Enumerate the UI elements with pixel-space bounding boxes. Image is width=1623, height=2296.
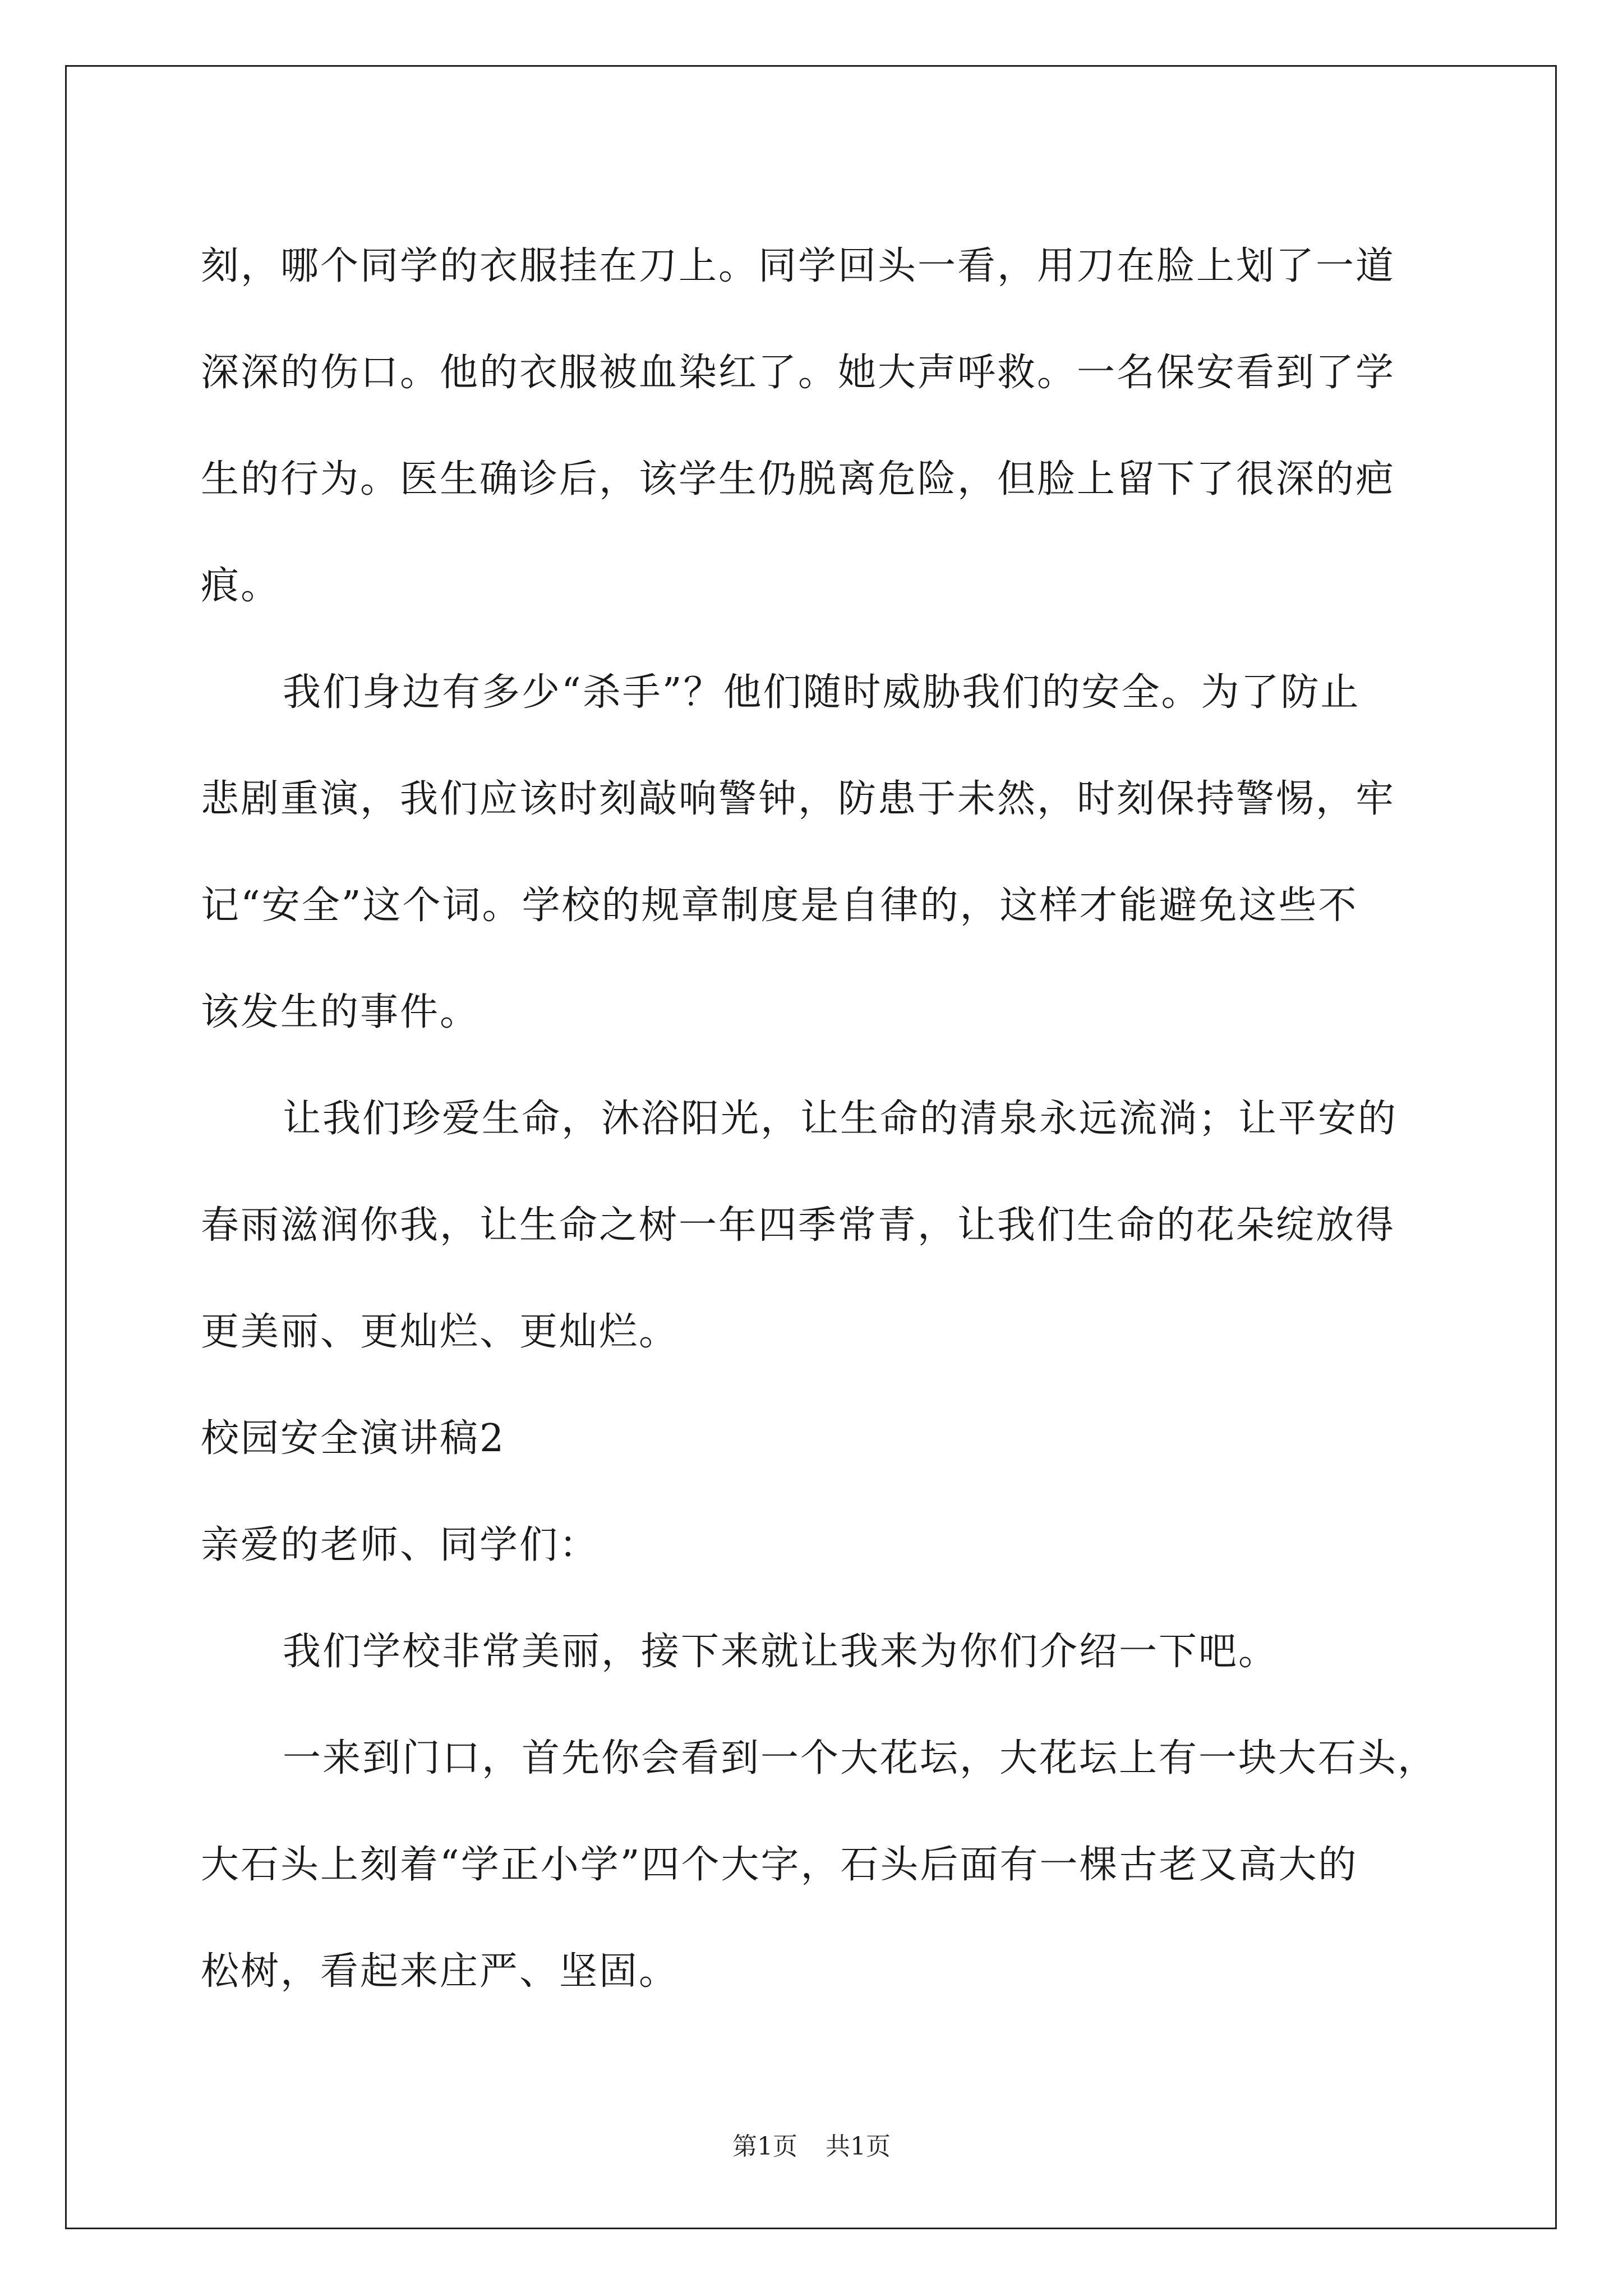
text-line: 生的行为。医生确诊后，该学生仍脱离危险，但脸上留下了很深的疤	[201, 457, 1396, 501]
page-footer	[0, 2126, 1623, 2162]
paragraph-start-line: 我们身边有多少“杀手”？他们随时威胁我们的安全。为了防止	[283, 670, 1361, 715]
text-line: 春雨滋润你我，让生命之树一年四季常青，让我们生命的花朵绽放得	[201, 1203, 1396, 1248]
text-line: 深深的伤口。他的衣服被血染红了。她大声呼救。一名保安看到了学	[201, 351, 1396, 395]
salutation-line: 亲爱的老师、同学们：	[201, 1523, 600, 1567]
text-line: 刻，哪个同学的衣服挂在刀上。同学回头一看，用刀在脸上划了一道	[201, 244, 1396, 288]
text-line: 松树，看起来庄严、坚固。	[201, 1949, 679, 1994]
paragraph-start-line: 我们学校非常美丽，接下来就让我来为你们介绍一下吧。	[283, 1630, 1279, 1674]
page-number: 第1页	[732, 2132, 797, 2161]
text-line: 痕。	[201, 564, 281, 608]
section-heading: 校园安全演讲稿2	[201, 1416, 506, 1461]
text-line: 更美丽、更灿烂、更灿烂。	[201, 1310, 679, 1354]
document-body	[201, 213, 1457, 2025]
text-line: 大石头上刻着“学正小学”四个大字，石头后面有一棵古老又高大的	[201, 1843, 1358, 1887]
text-line: 记“安全”这个词。学校的规章制度是自律的，这样才能避免这些不	[201, 884, 1358, 928]
page-total: 共1页	[826, 2132, 891, 2161]
paragraph-start-line: 一来到门口，首先你会看到一个大花坛，大花坛上有一块大石头，	[283, 1736, 1438, 1780]
text-line: 悲剧重演，我们应该时刻敲响警钟，防患于未然，时刻保持警惕，牢	[201, 777, 1396, 821]
text-line: 该发生的事件。	[201, 990, 480, 1034]
paragraph-start-line: 让我们珍爱生命，沐浴阳光，让生命的清泉永远流淌；让平安的	[283, 1097, 1398, 1141]
